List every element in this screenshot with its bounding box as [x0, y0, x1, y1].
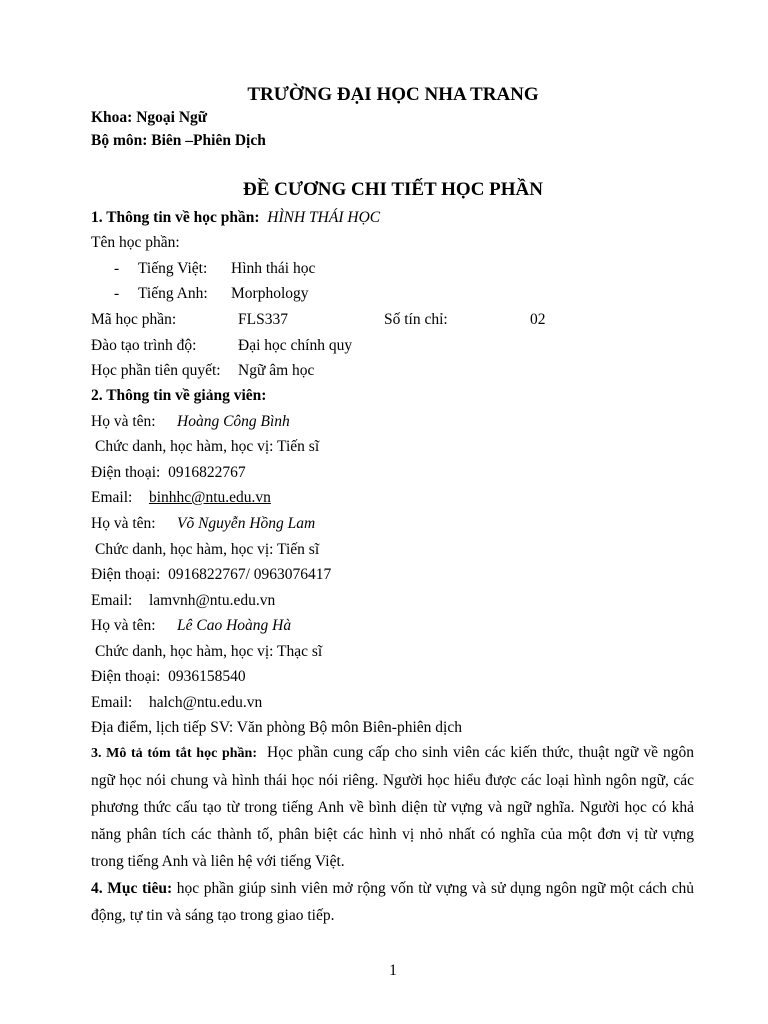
faculty-line: Khoa: Ngoại Ngữ	[91, 109, 208, 126]
lecturer-title-label: Chức danh, học hàm, học vị:	[95, 643, 274, 660]
lecturer-title: Tiến sĩ	[277, 541, 320, 558]
course-name-label: Tên học phần:	[91, 234, 180, 251]
lecturer-name: Hoàng Công Bình	[177, 413, 290, 430]
level-label: Đào tạo trình độ:	[91, 337, 197, 354]
lecturer-title-label: Chức danh, học hàm, học vị:	[95, 541, 274, 558]
prereq-value: Ngữ âm học	[238, 362, 315, 379]
lecturer-email: halch@ntu.edu.vn	[149, 694, 263, 711]
section1-heading-line	[91, 208, 380, 228]
lecturer-email-link[interactable]: binhhc@ntu.edu.vn	[149, 489, 271, 506]
lecturer-title-label: Chức danh, học hàm, học vị:	[95, 438, 274, 455]
lecturer-name-label: Họ và tên:	[91, 617, 156, 634]
page-number: 1	[389, 962, 397, 979]
vi-name-label: Tiếng Việt:	[138, 260, 208, 277]
section3-paragraph	[91, 739, 694, 875]
en-name-value: Morphology	[231, 285, 309, 302]
section4-heading: 4. Mục tiêu:	[91, 880, 173, 897]
lecturer-email: lamvnh@ntu.edu.vn	[149, 592, 276, 609]
office-location: Địa điểm, lịch tiếp SV: Văn phòng Bộ môn Biên-phiên dịch	[91, 719, 462, 736]
lecturer-email-label: Email:	[91, 694, 133, 711]
lecturer-phone: 0936158540	[168, 668, 246, 685]
lecturer-title-line	[95, 642, 322, 662]
lecturer-phone-label: Điện thoại:	[91, 464, 161, 481]
lecturer-title-line	[95, 437, 319, 457]
vi-name-value: Hình thái học	[231, 260, 316, 277]
bullet-dash: -	[114, 285, 120, 302]
department-line: Bộ môn: Biên –Phiên Dịch	[91, 132, 266, 149]
section1-heading: 1. Thông tin về học phần:	[91, 209, 260, 226]
lecturer-phone-line	[91, 667, 246, 687]
course-code-label: Mã học phần:	[91, 311, 177, 328]
course-code-value: FLS337	[238, 311, 288, 328]
lecturer-email-label: Email:	[91, 592, 133, 609]
lecturer-phone-line	[91, 565, 331, 585]
document-title: ĐỀ CƯƠNG CHI TIẾT HỌC PHẦN	[243, 179, 543, 200]
lecturer-name-label: Họ và tên:	[91, 515, 156, 532]
lecturer-title-line	[95, 540, 319, 560]
lecturer-title: Thạc sĩ	[277, 643, 323, 660]
section4-paragraph	[91, 875, 694, 929]
prereq-label: Học phần tiên quyết:	[91, 362, 221, 379]
credits-value: 02	[530, 311, 546, 328]
lecturer-title: Tiến sĩ	[277, 438, 320, 455]
level-value: Đại học chính quy	[238, 337, 353, 354]
lecturer-name-label: Họ và tên:	[91, 413, 156, 430]
lecturer-name: Lê Cao Hoàng Hà	[177, 617, 292, 634]
credits-label: Số tín chỉ:	[384, 311, 448, 328]
lecturer-phone-line	[91, 463, 246, 483]
en-name-label: Tiếng Anh:	[138, 285, 208, 302]
lecturer-email-label: Email:	[91, 489, 133, 506]
section3-heading: 3. Mô tả tóm tắt học phần:	[91, 746, 257, 761]
course-name-caps: HÌNH THÁI HỌC	[267, 209, 381, 226]
lecturer-name: Võ Nguyễn Hồng Lam	[177, 515, 316, 532]
lecturer-phone-label: Điện thoại:	[91, 566, 161, 583]
lecturer-phone: 0916822767	[168, 464, 246, 481]
bullet-dash: -	[114, 260, 120, 277]
university-name: TRƯỜNG ĐẠI HỌC NHA TRANG	[247, 84, 539, 105]
lecturer-phone-label: Điện thoại:	[91, 668, 161, 685]
section4-text: học phần giúp sinh viên mở rộng vốn từ vựng và sử dụng ngôn ngữ một cách chủ động, tự tin và sáng tạo trong giao tiếp.	[91, 880, 694, 924]
section3-text: Học phần cung cấp cho sinh viên các kiến thức, thuật ngữ về ngôn ngữ học nói chung và hình thái học nói riêng. Người học hiểu được các loại hình ngôn ngữ, các phương thức cấu tạo từ trong tiếng Anh về bình diện từ vựng và ngữ nghĩa. Người học có khả năng phân tích các thành tố, phân biệt các hình vị nhỏ nhất có nghĩa của một đơn vị từ vựng trong tiếng Anh và liên hệ với tiếng Việt.	[91, 744, 694, 870]
section2-heading: 2. Thông tin về giảng viên:	[91, 387, 267, 404]
lecturer-phone: 0916822767/ 0963076417	[168, 566, 332, 583]
